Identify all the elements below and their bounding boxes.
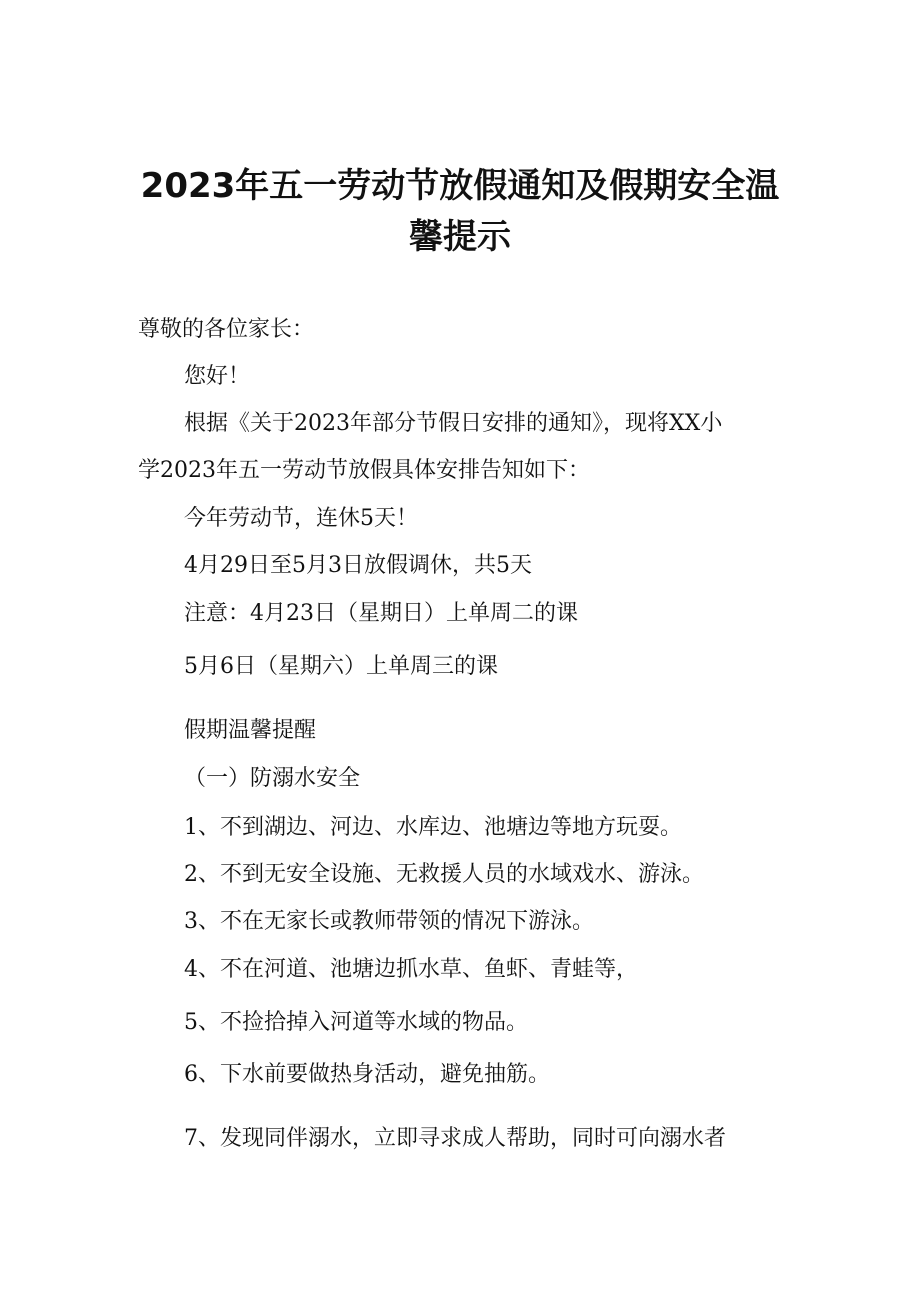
- document-title-line-1: 2023年五一劳动节放假通知及假期安全温: [140, 166, 780, 206]
- document-title-line-2: 馨提示: [409, 217, 511, 257]
- tips-heading: 假期温馨提醒: [184, 718, 317, 743]
- list-item: 4、不在河道、池塘边抓水草、鱼虾、青蛙等，: [184, 957, 638, 982]
- salutation: 尊敬的各位家长：: [138, 317, 315, 342]
- section-heading-drowning-safety: （一）防溺水安全: [184, 766, 361, 791]
- list-item: 2、不到无安全设施、无救援人员的水域戏水、游泳。: [184, 862, 704, 887]
- intro-paragraph-line-1: 根据《关于2023年部分节假日安排的通知》，现将XX小: [184, 411, 723, 436]
- list-item: 6、下水前要做热身活动，避免抽筋。: [184, 1062, 550, 1087]
- greeting: 您好！: [184, 364, 251, 389]
- holiday-days: 今年劳动节，连休5天！: [184, 506, 418, 531]
- make-up-class-note-1: 注意：4月23日（星期日）上单周二的课: [184, 601, 578, 626]
- intro-paragraph-line-2: 学2023年五一劳动节放假具体安排告知如下：: [138, 458, 590, 483]
- list-item: 1、不到湖边、河边、水库边、池塘边等地方玩耍。: [184, 815, 682, 840]
- list-item: 5、不捡拾掉入河道等水域的物品。: [184, 1010, 528, 1035]
- make-up-class-note-2: 5月6日（星期六）上单周三的课: [184, 654, 498, 679]
- holiday-range: 4月29日至5月3日放假调休，共5天: [184, 553, 532, 578]
- list-item: 7、发现同伴溺水，立即寻求成人帮助，同时可向溺水者: [184, 1126, 726, 1151]
- list-item: 3、不在无家长或教师带领的情况下游泳。: [184, 909, 594, 934]
